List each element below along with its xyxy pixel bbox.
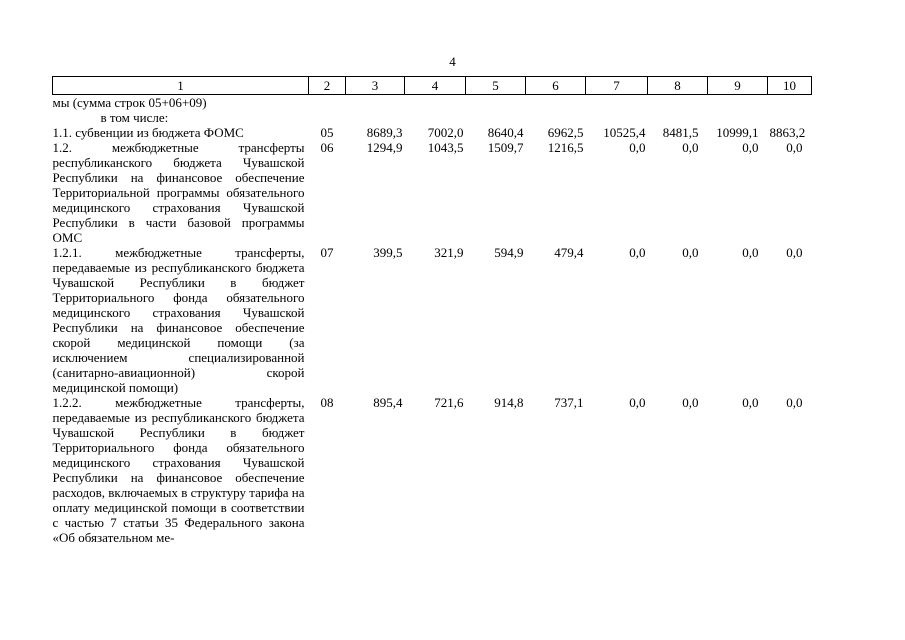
row-value (346, 110, 405, 125)
column-header: 2 (309, 77, 346, 95)
row-value: 1294,9 (366, 140, 403, 155)
row-value: 1216,5 (547, 140, 584, 155)
row-code: 07 (320, 245, 334, 260)
row-value (648, 95, 708, 111)
budget-table (52, 76, 812, 545)
row-description: мы (сумма строк 05+06+09) (52, 95, 207, 110)
row-description: в том числе: (100, 110, 169, 125)
row-value: 8863,2 (769, 125, 806, 140)
row-value: 0,0 (742, 140, 759, 155)
column-header: 9 (708, 77, 768, 95)
row-value: 321,9 (434, 245, 464, 260)
row-value (466, 95, 526, 111)
row-value (648, 110, 708, 125)
row-value: 8640,4 (487, 125, 524, 140)
row-value (405, 110, 466, 125)
row-value: 0,0 (682, 395, 699, 410)
column-header-row (53, 77, 812, 95)
table-row (53, 245, 812, 395)
table-row (53, 95, 812, 111)
row-value (708, 110, 768, 125)
row-value: 399,5 (373, 245, 403, 260)
row-value: 914,8 (494, 395, 524, 410)
row-value (768, 110, 812, 125)
table-row (53, 110, 812, 125)
column-header: 5 (466, 77, 526, 95)
row-value: 594,9 (494, 245, 524, 260)
table-row (53, 140, 812, 245)
column-header: 7 (586, 77, 648, 95)
row-value (526, 95, 586, 111)
row-value: 0,0 (629, 140, 646, 155)
row-value: 895,4 (373, 395, 403, 410)
row-value: 1509,7 (487, 140, 524, 155)
row-value: 8481,5 (662, 125, 699, 140)
table-row (53, 395, 812, 545)
row-description: 1.2. межбюджетные трансферты республиканского бюджета Чувашской Республики на финансовое обеспечение Территориальной программы обязательного медицинского страхования Чувашской Республики в части базовой программы ОМС (52, 140, 305, 245)
row-value: 6962,5 (547, 125, 584, 140)
row-value (768, 95, 812, 111)
row-value: 1043,5 (427, 140, 464, 155)
column-header: 10 (768, 77, 812, 95)
row-value (526, 110, 586, 125)
row-value: 10525,4 (603, 125, 646, 140)
row-code: 08 (320, 395, 334, 410)
column-header: 8 (648, 77, 708, 95)
row-value (466, 110, 526, 125)
column-header: 1 (53, 77, 309, 95)
column-header: 6 (526, 77, 586, 95)
row-value: 10999,1 (716, 125, 759, 140)
row-value (346, 95, 405, 111)
row-value: 8689,3 (366, 125, 403, 140)
row-value: 0,0 (629, 245, 646, 260)
row-description: 1.1. субвенции из бюджета ФОМС (52, 125, 244, 140)
table-row (53, 125, 812, 140)
row-value (586, 110, 648, 125)
row-value: 479,4 (554, 245, 584, 260)
row-value (586, 95, 648, 111)
row-code: 05 (320, 125, 334, 140)
row-value: 0,0 (682, 245, 699, 260)
row-value: 0,0 (742, 395, 759, 410)
page-number: 4 (449, 54, 456, 69)
row-value: 0,0 (742, 245, 759, 260)
row-value: 7002,0 (427, 125, 464, 140)
row-description: 1.2.1. межбюджетные трансферты, передаваемые из республиканского бюджета Чувашской Республики в бюджет Территориального фонда обязательного медицинского страхования Чувашской Республики на финансовое обеспечение скорой медицинской помощи (за исключением специализированной (санитарно-авиационной) скорой медицинской помощи) (52, 245, 305, 395)
row-value: 0,0 (786, 395, 803, 410)
row-code: 06 (320, 140, 334, 155)
row-value: 0,0 (682, 140, 699, 155)
row-code (309, 110, 346, 125)
row-value: 0,0 (786, 245, 803, 260)
column-header: 4 (405, 77, 466, 95)
row-value: 737,1 (554, 395, 584, 410)
row-value (708, 95, 768, 111)
row-value (405, 95, 466, 111)
row-value: 0,0 (629, 395, 646, 410)
row-description: 1.2.2. межбюджетные трансферты, передаваемые из республиканского бюджета Чувашской Республики в бюджет Территориального фонда обязательного медицинского страхования Чувашской Республики на финансовое обеспечение расходов, включаемых в структуру тарифа на оплату медицинской помощи в соответствии с частью 7 статьи 35 Федерального закона «Об обязательном ме- (52, 395, 305, 545)
row-value: 721,6 (434, 395, 464, 410)
row-value: 0,0 (786, 140, 803, 155)
row-code (309, 95, 346, 111)
column-header: 3 (346, 77, 405, 95)
